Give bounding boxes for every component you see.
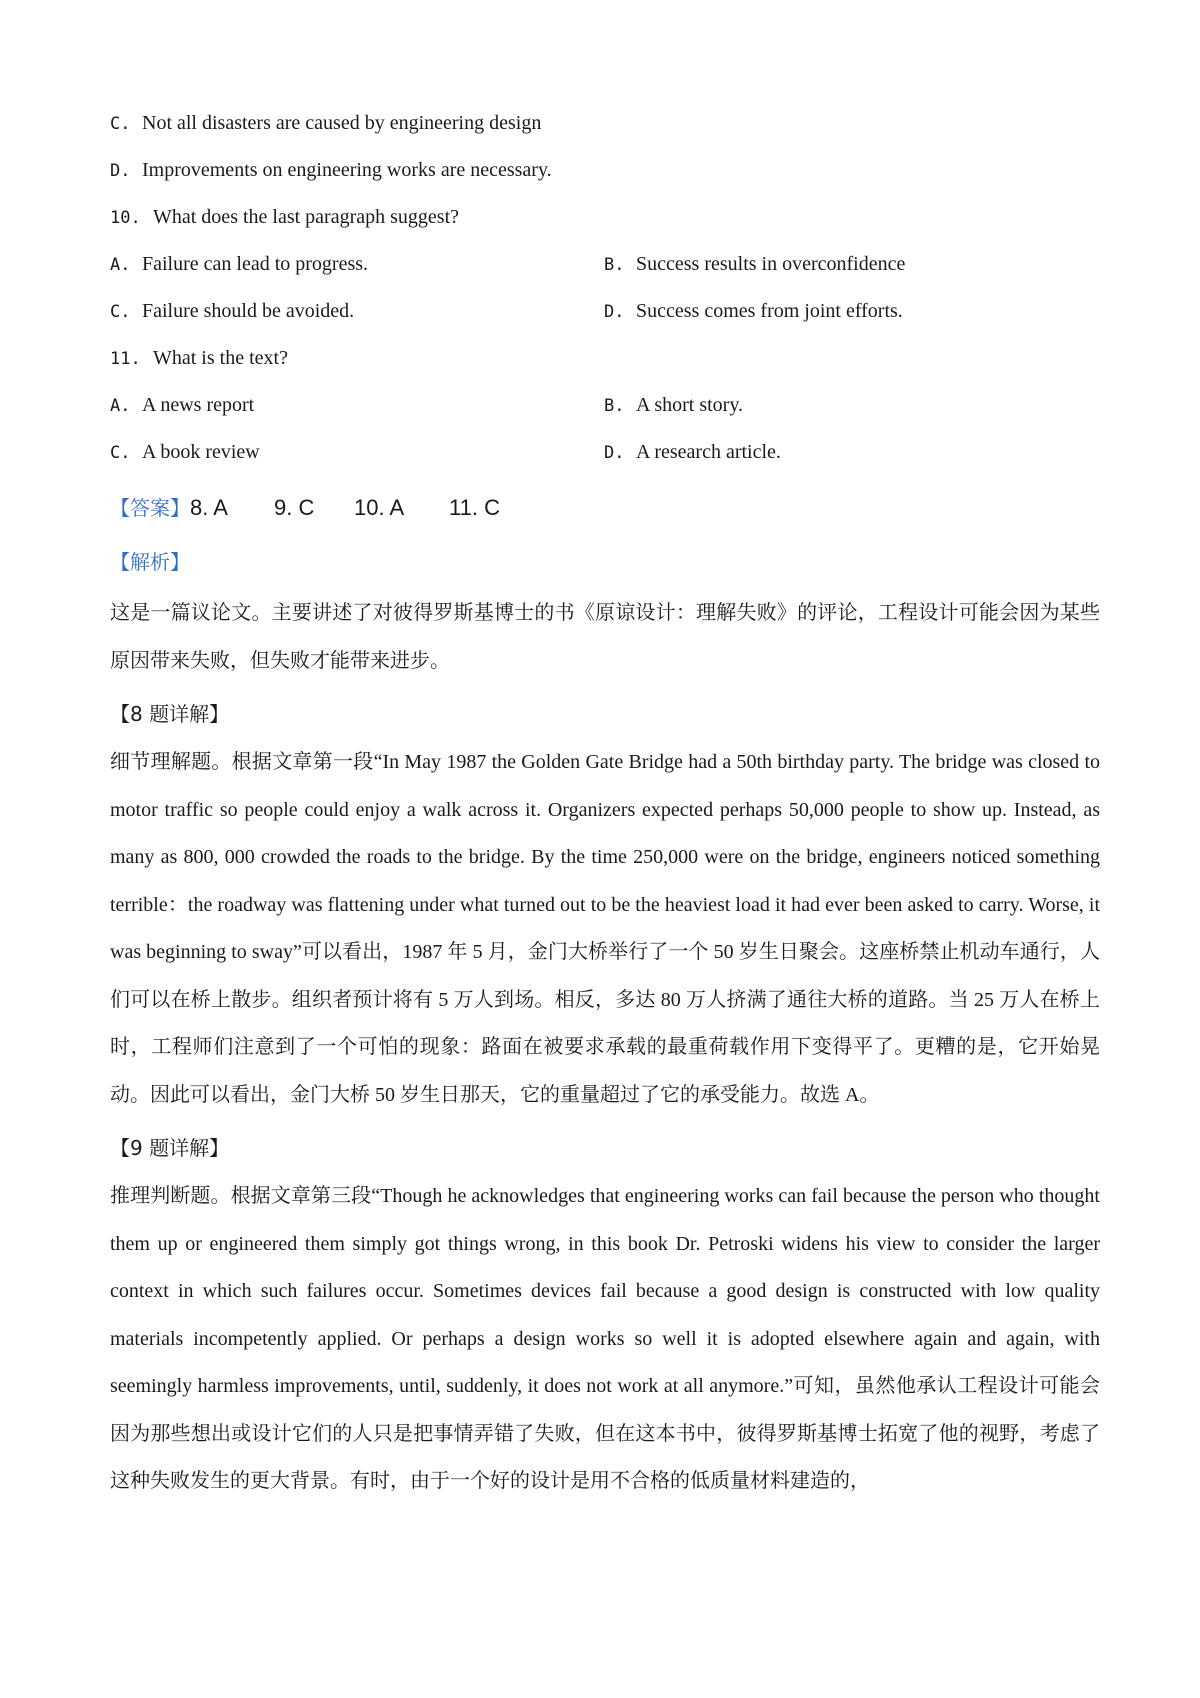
option-letter: B. xyxy=(604,255,625,275)
option-text: Not all disasters are caused by engineering design xyxy=(142,112,542,134)
detail-paragraph-q8: 细节理解题。根据文章第一段“In May 1987 the Golden Gate Bridge had a 50th birthday party. The bridge was closed to motor traffic so people could enjoy a walk across it. Organizers expected perhaps 50,000 people to show up. Instead, as many as 800, 000 crowded the roads to the bridge. By the time 250,000 were on the bridge, engineers noticed something terrible：the roadway was flattening under what turned out to be the heaviest load it had ever been asked to carry. Worse, it was beginning to sway”可以看出，1987 年 5 月，金门大桥举行了一个 50 岁生日聚会。这座桥禁止机动车通行，人们可以在桥上散步。组织者预计将有 5 万人到场。相反，多达 80 万人挤满了通往大桥的道路。当 25 万人在桥上时，工程师们注意到了一个可怕的现象：路面在被要求承载的最重荷载作用下变得平了。更糟的是，它开始晃动。因此可以看出，金门大桥 50 岁生日那天，它的重量超过了它的承受能力。故选 A。 xyxy=(110,751,1100,1106)
detail-heading-q8: 【8 题详解】 xyxy=(110,702,230,726)
option-text: Success comes from joint efforts. xyxy=(636,300,903,322)
option-text: Success results in overconfidence xyxy=(636,253,906,275)
answer-label: 【答案】 xyxy=(110,496,190,520)
option-letter: D. xyxy=(604,302,625,322)
q11-option-b xyxy=(604,382,1098,429)
analysis-label: 【解析】 xyxy=(110,550,190,574)
answer-value: 9. C xyxy=(274,495,315,520)
detail-paragraph-q9: 推理判断题。根据文章第三段“Though he acknowledges that engineering works can fail because the person who thought them up or engineered them simply got things wrong, in this book Dr. Petroski widens his view to consider the larger context in which such failures occur. Sometimes devices fail because a good design is constructed with low quality materials incompetently applied. Or perhaps a design works so well it is adopted elsewhere again and again, with seemingly harmless improvements, until, suddenly, it does not work at all anymore.”可知，虽然他承认工程设计可能会因为那些想出或设计它们的人只是把事情弄错了失败，但在这本书中，彼得罗斯基博士拓宽了他的视野，考虑了这种失败发生的更大背景。有时，由于一个好的设计是用不合格的低质量材料建造的， xyxy=(110,1185,1100,1492)
answer-value: 11. C xyxy=(449,495,500,520)
q10-options-row-2 xyxy=(110,288,1100,335)
option-text: A research article. xyxy=(636,441,781,463)
option-text: A short story. xyxy=(636,394,744,416)
q9-option-d xyxy=(110,147,1100,194)
option-text: A news report xyxy=(142,394,255,416)
option-letter: D. xyxy=(604,443,625,463)
option-text: A book review xyxy=(142,441,260,463)
q10-option-d xyxy=(604,288,1098,335)
question-text: What is the text? xyxy=(153,347,288,369)
option-letter: C. xyxy=(110,302,131,322)
analysis-summary: 这是一篇议论文。主要讲述了对彼得罗斯基博士的书《原谅设计：理解失败》的评论，工程设计可能会因为某些原因带来失败，但失败才能带来进步。 xyxy=(110,602,1100,672)
answer-line xyxy=(110,480,1100,535)
q11-option-d xyxy=(604,429,1098,476)
option-letter: B. xyxy=(604,396,625,416)
document-page xyxy=(110,100,1100,1506)
answer-value: 10. A xyxy=(354,495,405,520)
option-letter: A. xyxy=(110,255,131,275)
question-text: What does the last paragraph suggest? xyxy=(153,206,460,228)
q10-option-c xyxy=(110,288,604,335)
option-letter: C. xyxy=(110,114,131,134)
option-letter: C. xyxy=(110,443,131,463)
answer-value: 8. A xyxy=(190,495,228,520)
option-text: Failure should be avoided. xyxy=(142,300,355,322)
option-letter: D. xyxy=(110,161,131,181)
q11-options-row-2 xyxy=(110,429,1100,476)
analysis-heading xyxy=(110,535,1100,590)
q11-stem xyxy=(110,335,1100,382)
q10-option-b xyxy=(604,241,1098,288)
q10-options-row-1 xyxy=(110,241,1100,288)
question-number: 11. xyxy=(110,349,141,369)
detail-heading-q9: 【9 题详解】 xyxy=(110,1136,230,1160)
q11-option-a xyxy=(110,382,604,429)
q10-stem xyxy=(110,194,1100,241)
q9-option-c xyxy=(110,100,1100,147)
option-text: Improvements on engineering works are necessary. xyxy=(142,159,552,181)
q11-option-c xyxy=(110,429,604,476)
q11-options-row-1 xyxy=(110,382,1100,429)
q10-option-a xyxy=(110,241,604,288)
option-text: Failure can lead to progress. xyxy=(142,253,369,275)
question-number: 10. xyxy=(110,208,141,228)
option-letter: A. xyxy=(110,396,131,416)
